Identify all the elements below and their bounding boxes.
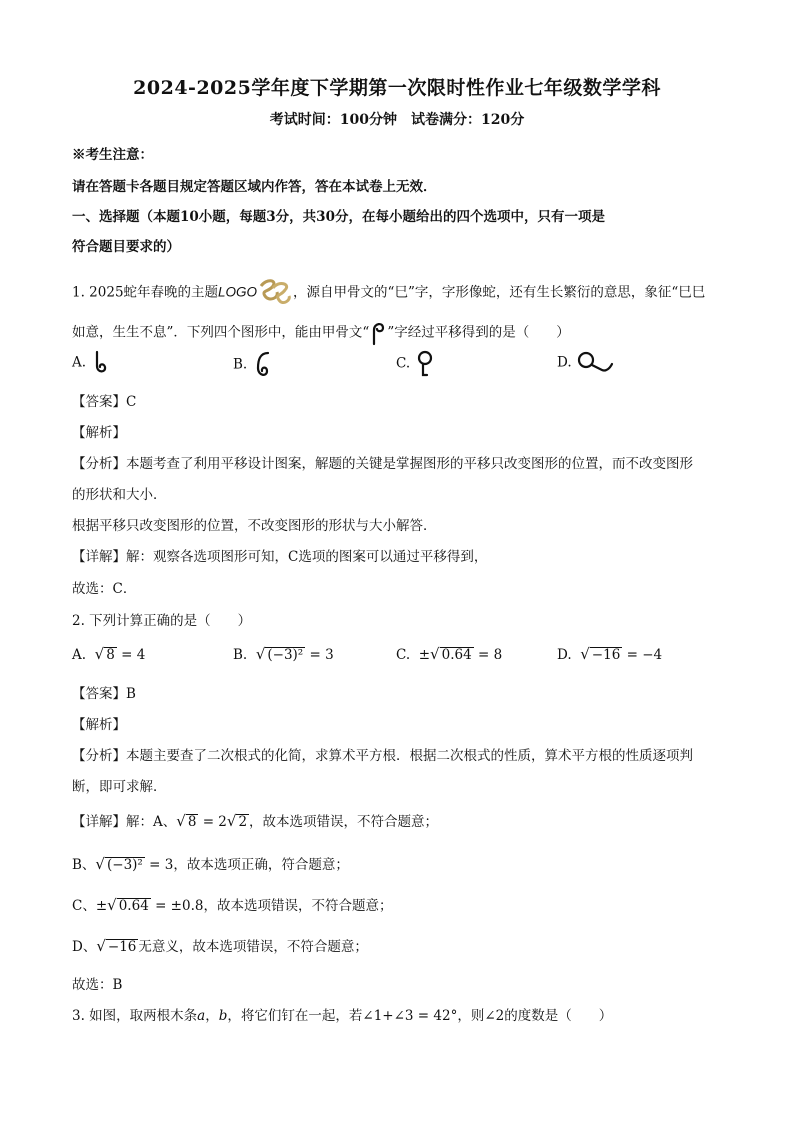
sqrt-icon: √ bbox=[580, 645, 590, 663]
q1-stem-line1 bbox=[72, 278, 705, 308]
q2-option-d[interactable]: D. √ −16 = −4 bbox=[557, 645, 663, 663]
shape-c-icon bbox=[414, 350, 436, 378]
q2-option-a[interactable]: A. √ 8 = 4 bbox=[72, 645, 146, 663]
q2-detail-d: D、√ −16 无意义，故本选项错误，不符合题意； bbox=[72, 937, 368, 955]
q1-option-a[interactable]: A. bbox=[72, 350, 110, 376]
q2-option-c[interactable]: C. ±√ 0.64 = 8 bbox=[396, 645, 503, 663]
q1-text-cont: ，源自甲骨文的“巳”字，字形像蛇，还有生长繁衍的意思，象征“巳巳 bbox=[293, 284, 706, 301]
q1-option-b[interactable]: B. bbox=[233, 350, 274, 380]
sqrt-icon: √ bbox=[95, 855, 105, 873]
sqrt-icon: √ bbox=[176, 812, 186, 830]
q1-stem-line2: 如意，生生不息”．下列四个图形中，能由甲骨文“ ”字经过平移得到的是（ ） bbox=[72, 320, 570, 346]
q2-stem: 2. 下列计算正确的是（ ） bbox=[72, 613, 252, 629]
shape-a-icon bbox=[90, 350, 110, 376]
q2-detail-b: B、√ (−3)² = 3，故本选项正确，符合题意； bbox=[72, 855, 349, 873]
q2-detail-c: C、±√ 0.64 = ±0.8，故本选项错误，不符合题意； bbox=[72, 896, 393, 914]
q2-option-b[interactable]: B. √ (−3)² = 3 bbox=[233, 645, 334, 663]
sqrt-icon: √ bbox=[255, 645, 266, 663]
sqrt-icon: √ bbox=[107, 896, 117, 914]
page-title: 2024-2025学年度下学期第一次限时性作业七年级数学学科 bbox=[133, 77, 661, 99]
q1-analysis-1: 【分析】本题考查了利用平移设计图案，解题的关键是掌握图形的平移只改变图形的位置，而不改变图形 bbox=[72, 456, 693, 472]
q1-option-d[interactable]: D. bbox=[557, 350, 616, 376]
sqrt-icon: √ bbox=[226, 812, 237, 830]
exam-info: 考试时间：100分钟 试卷满分：120分 bbox=[269, 112, 525, 128]
sqrt-icon: √ bbox=[430, 645, 440, 663]
q1-option-c[interactable]: C. bbox=[396, 350, 436, 378]
q3-stem: 3. 如图，取两根木条a，b，将它们钉在一起，若∠1+∠3 = 42°，则∠2的度数是（ ） bbox=[72, 1008, 613, 1024]
q2-analysis-2: 断，即可求解． bbox=[72, 779, 167, 795]
q1-detail: 【详解】解：观察各选项图形可知，C选项的图案可以通过平移得到， bbox=[72, 549, 488, 565]
logo-word: LOGO bbox=[218, 284, 258, 300]
sqrt-icon: √ bbox=[94, 645, 105, 663]
q2-detail-a: 【详解】解：A、√ 8 = 2√ 2 ，故本选项错误，不符合题意； bbox=[72, 812, 439, 830]
notice-heading: ※考生注意： bbox=[72, 147, 153, 163]
q2-analysis-1: 【分析】本题主要查了二次根式的化简，求算术平方根．根据二次根式的性质，算术平方根的性质逐项判 bbox=[72, 748, 693, 764]
q1-analysis-2: 的形状和大小． bbox=[72, 487, 167, 503]
q2-analysis-label: 【解析】 bbox=[72, 717, 126, 733]
notice-text: 请在答题卡各题目规定答题区域内作答，答在本试卷上无效． bbox=[72, 179, 437, 195]
q1-analysis-label: 【解析】 bbox=[72, 425, 126, 441]
q1-text: 1. 2025蛇年春晚的主题 bbox=[72, 284, 219, 301]
section-heading: 一、选择题（本题10小题，每题3分，共30分，在每小题给出的四个选项中，只有一项是 bbox=[72, 209, 605, 225]
q1-answer: 【答案】C bbox=[72, 394, 137, 410]
oracle-bone-si-icon bbox=[369, 320, 387, 346]
shape-b-icon bbox=[252, 350, 274, 380]
spring-festival-logo-icon bbox=[257, 278, 293, 308]
sqrt-icon: √ bbox=[96, 937, 106, 955]
shape-d-icon bbox=[576, 350, 616, 376]
q2-choice: 故选：B bbox=[72, 977, 123, 993]
q2-answer: 【答案】B bbox=[72, 686, 136, 702]
section-heading-cont: 符合题目要求的） bbox=[72, 239, 180, 255]
q1-analysis-3: 根据平移只改变图形的位置，不改变图形的形状与大小解答． bbox=[72, 518, 437, 534]
q1-choice: 故选：C． bbox=[72, 581, 137, 597]
